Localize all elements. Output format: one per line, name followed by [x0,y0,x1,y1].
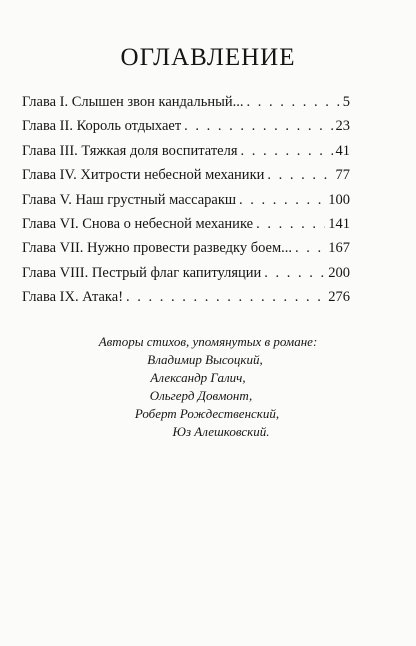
toc-dot-leader [264,261,325,285]
toc-entry-label: Глава I. Слышен звон кандальный... [22,94,244,110]
author-name: Владимир Высоцкий, [147,352,263,367]
toc-dot-leader [184,114,332,138]
toc-dot-leader [295,236,325,260]
toc-entry-page: 5 [342,94,350,110]
toc-entry [22,90,350,114]
author-name: Ольгерд Довмонт, [149,388,253,403]
toc-entry-label: Глава VIII. Пестрый флаг капитуляции [22,264,262,281]
author-name: Юз Алешковский. [172,424,270,439]
table-of-contents [22,90,350,310]
toc-entry-page: 23 [335,118,350,135]
toc-dot-leader [267,163,332,187]
toc-entry-page: 141 [328,215,350,232]
toc-entry-label: Глава IX. Атака! [22,289,124,306]
toc-entry [22,114,350,138]
toc-entry-label: Глава II. Король отдыхает [22,118,182,135]
toc-dot-leader [256,212,325,236]
toc-entry-page: 100 [328,191,350,208]
toc-entry-label: Глава V. Наш грустный массаракш [22,191,237,208]
toc-entry [22,212,350,236]
authors-heading: Авторы стихов, упомянутых в романе: [98,334,318,349]
toc-entry-page: 77 [335,167,350,184]
toc-entry-label: Глава IV. Хитрости небесной механики [22,167,265,184]
toc-dot-leader [126,285,325,309]
toc-entry-page: 276 [328,289,350,306]
toc-entry [22,163,350,187]
toc-dot-leader [246,90,339,114]
author-name: Роберт Рождественский, [134,406,280,421]
toc-entry-label: Глава III. Тяжкая доля воспитателя [22,142,238,159]
toc-entry-page: 41 [335,142,350,159]
page-title: ОГЛАВЛЕНИЕ [120,44,296,71]
toc-entry-page: 167 [328,240,350,257]
toc-entry-label: Глава VII. Нужно провести разведку боем... [22,240,293,257]
toc-entry [22,285,350,309]
toc-entry [22,261,350,285]
authors-list [0,351,416,441]
toc-entry-page: 200 [328,264,350,281]
toc-entry [22,139,350,163]
toc-entry [22,236,350,260]
toc-dot-leader [241,139,333,163]
toc-dot-leader [239,188,325,212]
toc-entry-label: Глава VI. Снова о небесной механике [22,215,254,232]
poem-authors-note [0,333,416,441]
author-name: Александр Галич, [150,370,246,385]
toc-entry [22,188,350,212]
